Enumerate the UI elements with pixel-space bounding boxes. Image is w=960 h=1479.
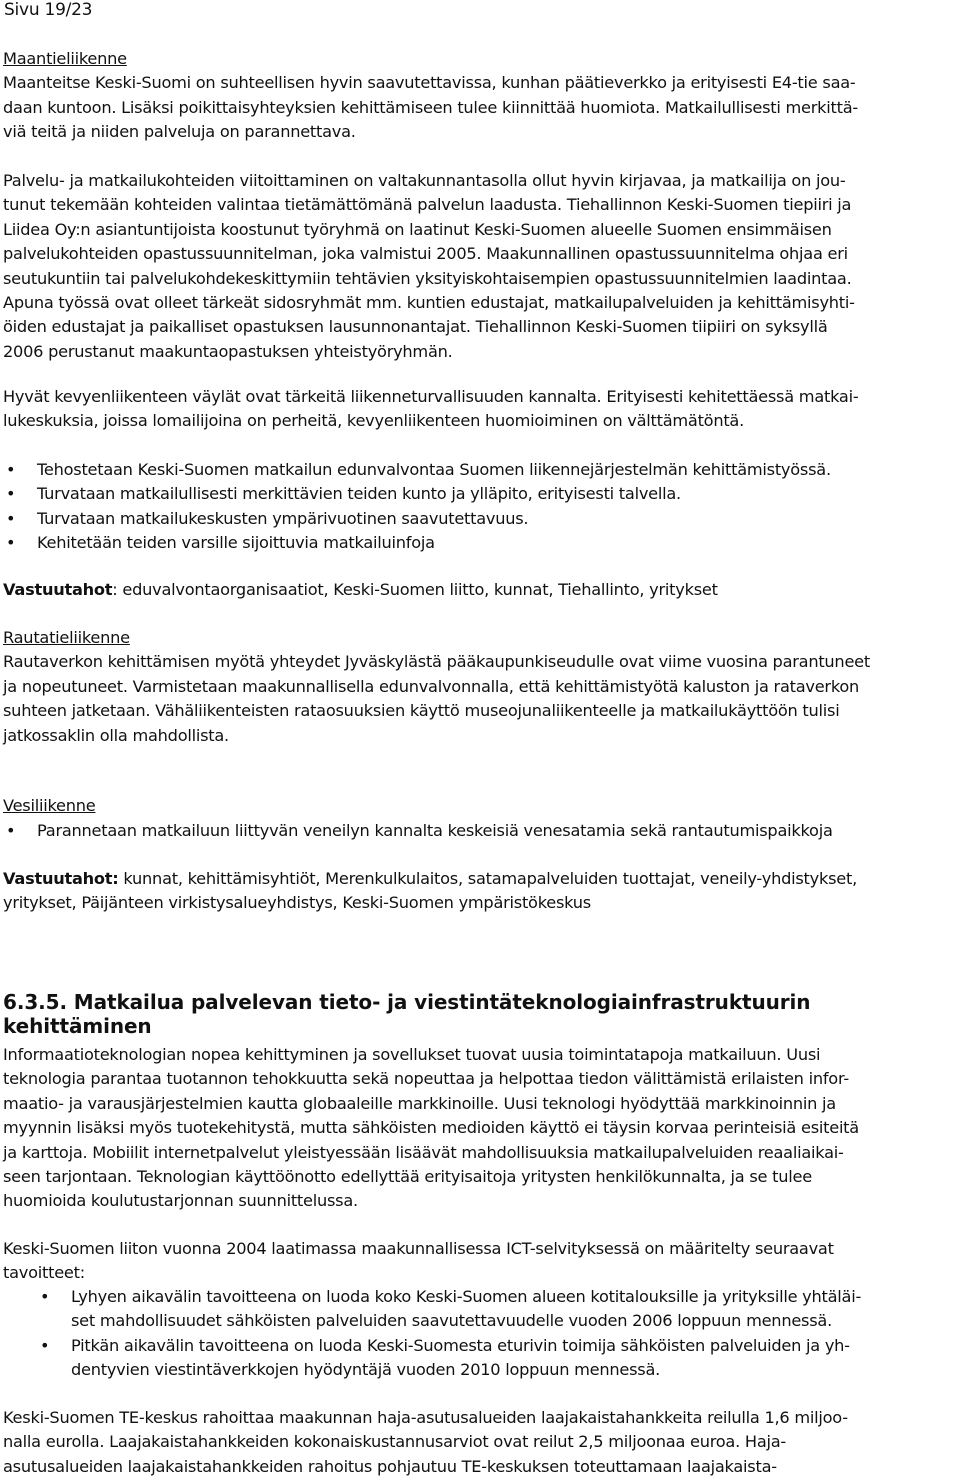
list-item: [37, 1285, 953, 1334]
text-line: ja nopeutuneet. Varmistetaan maakunnallisella edunvalvonnalla, että kehittämistyötä kaluston ja rataverkon: [3, 676, 860, 696]
section-road-traffic: [3, 47, 953, 145]
text-line: öiden edustajat ja paikalliset opastuksen lausunnonantajat. Tiehallinnon Keski-Suomen tiipiiri on syksyllä: [3, 317, 828, 337]
list-item-text: Lyhyen aikavälin tavoitteena on luoda koko Keski-Suomen alueen kotitalouksille ja yrityksille yhtäläi-: [71, 1287, 862, 1306]
bullet-icon: •: [6, 821, 16, 840]
text-line: lukeskuksia, joissa lomailijoina on perheitä, kevyenliikenteen huomioiminen on välttämätöntä.: [3, 411, 744, 431]
section-title-rail: Rautatieliikenne: [3, 628, 130, 647]
section-title-road: Maantieliikenne: [3, 49, 127, 68]
bullet-list-road-actions: [3, 458, 953, 556]
text-line: daan kuntoon. Lisäksi poikittaisyhteyksien kehittämiseen tulee kiinnittää huomiota. Matkailullisesti merkittä-: [3, 97, 858, 117]
list-item-text: Parannetaan matkailuun liittyvän veneilyn kannalta keskeisiä venesatamia sekä rantautumispaikkoja: [37, 821, 833, 840]
list-item-text: Turvataan matkailukeskusten ympärivuotinen saavutettavuus.: [37, 508, 529, 528]
text-line: Keski-Suomen TE-keskus rahoittaa maakunnan haja-asutusalueiden laajakaistahankkeita reilulla 1,6 miljoo-: [3, 1408, 848, 1427]
bullet-icon: •: [6, 508, 16, 528]
responsible-label: Vastuutahot:: [3, 869, 119, 888]
bullet-list-ict-goals: [37, 1285, 953, 1383]
paragraph-light-traffic: [3, 385, 953, 434]
list-item-text: Pitkän aikavälin tavoitteena on luoda Keski-Suomesta eturivin toimija sähköisten palveluiden ja yh-: [71, 1335, 850, 1355]
text-line: Rautaverkon kehittämisen myötä yhteydet Jyväskylästä pääkaupunkiseudulle ovat viime vuosina parantuneet: [3, 652, 870, 672]
responsible-label: Vastuutahot: [3, 580, 113, 599]
responsible-text: : eduvalvontaorganisaatiot, Keski-Suomen liitto, kunnat, Tiehallinto, yritykset: [112, 580, 718, 599]
list-item: [3, 507, 953, 531]
list-item-text: Kehitetään teiden varsille sijoittuvia matkailuinfoja: [37, 533, 435, 553]
list-item-text: set mahdollisuudet sähköisten palveluiden saavutettavuudelle vuoden 2006 loppuun mennessä.: [71, 1311, 832, 1331]
bullet-icon: •: [40, 1287, 50, 1306]
section-water-traffic: [3, 794, 953, 818]
paragraph-broadband-funding: [3, 1406, 953, 1479]
text-line: yritykset, Päijänteen virkistysalueyhdistys, Keski-Suomen ympäristökeskus: [3, 893, 591, 913]
text-line: myynnin lisäksi myös tuotekehitystä, mutta sähköisten medioiden käyttö ei täysin korvaa perinteisiä esiteitä: [3, 1118, 859, 1138]
bullet-icon: •: [6, 484, 16, 504]
section-title-water: Vesiliikenne: [3, 796, 96, 815]
list-item-text: dentyvien viestintäverkkojen hyödyntäjä vuoden 2010 loppuun mennessä.: [71, 1360, 661, 1380]
text-line: Informaatioteknologian nopea kehittyminen ja sovellukset tuovat uusia toimintatapoja matkailuun. Uusi: [3, 1045, 821, 1064]
text-line: asutusalueiden laajakaistahankkeiden rahoitus pohjautuu TE-keskuksen toteuttamaan laajakaista-: [3, 1456, 777, 1476]
list-item: [3, 458, 953, 482]
responsible-parties-road: [3, 578, 953, 602]
page-number: Sivu 19/23: [4, 0, 93, 20]
text-line: jatkossaklin olla mahdollista.: [3, 725, 229, 745]
text-line: tavoitteet:: [3, 1263, 85, 1283]
list-item: [3, 819, 953, 843]
paragraph-ict-survey: [3, 1237, 953, 1286]
paragraph-signage: [3, 169, 953, 364]
responsible-text: kunnat, kehittämisyhtiöt, Merenkulkulaitos, satamapalveluiden tuottajat, veneily-yhdistykset,: [118, 869, 857, 888]
text-line: seen tarjontaan. Teknologian käyttöönotto edellyttää erityisaitoja yritysten henkilökunnalta, ja se tulee: [3, 1167, 812, 1187]
section-heading: 6.3.5. Matkailua palvelevan tieto- ja viestintäteknologiainfrastruktuurin kehittäminen: [3, 990, 811, 1039]
bullet-icon: •: [6, 533, 16, 553]
list-item: [3, 482, 953, 506]
text-line: ja karttoja. Mobiilit internetpalvelut yleistyessään lisäävät mahdollisuuksia matkailupalveluiden reaaliaikai-: [3, 1142, 844, 1162]
text-line: palvelukohteiden opastussuunnitelman, joka valmistui 2005. Maakunnallinen opastussuunnitelma ohjaa eri: [3, 244, 848, 264]
text-line: huomioida koulutustarjonnan suunnittelussa.: [3, 1191, 358, 1211]
text-line: Apuna työssä ovat olleet tärkeät sidosryhmät mm. kuntien edustajat, matkailupalveluiden ja kehittämisyhti-: [3, 293, 855, 313]
paragraph-information-technology: [3, 1043, 953, 1214]
section-rail-traffic: [3, 626, 953, 748]
list-item: [37, 1334, 953, 1383]
bullet-icon: •: [40, 1335, 50, 1355]
text-line: Keski-Suomen liiton vuonna 2004 laatimassa maakunnallisessa ICT-selvityksessä on määritelty seuraavat: [3, 1239, 834, 1258]
text-line: viä teitä ja niiden palveluja on parannettava.: [3, 122, 356, 142]
text-line: tunut tekemään kohteiden valintaa tietämättömänä palvelun laadusta. Tiehallinnon Keski-Suomen tiepiiri ja: [3, 195, 852, 215]
text-line: suhteen jatketaan. Vähäliikenteisten rataosuuksien käyttö museojunaliikenteelle ja matkailukäyttöön tulisi: [3, 701, 840, 721]
text-line: 2006 perustanut maakuntaopastuksen yhteistyöryhmän.: [3, 341, 453, 361]
text-line: Hyvät kevyenliikenteen väylät ovat tärkeitä liikenneturvallisuuden kannalta. Erityisesti kehitettäessä matkai-: [3, 387, 859, 406]
list-item: [3, 531, 953, 555]
text-line: seutukuntiin tai palvelukohdekeskittymiin tehtävien yksityiskohtaisempien opastussuunnitelmien laadintaa.: [3, 268, 852, 288]
text-line: Liidea Oy:n asiantuntijoista koostunut työryhmä on laatinut Keski-Suomen alueelle Suomen ensimmäisen: [3, 219, 832, 239]
text-line: teknologia parantaa tuotannon tehokkuutta sekä nopeuttaa ja helpottaa tiedon välittämistä erilaisten infor-: [3, 1069, 849, 1089]
text-line: maatio- ja varausjärjestelmien kautta globaaleille markkinoille. Uusi teknologi hyödyttää markkinoinnin ja: [3, 1093, 836, 1113]
text-line: Palvelu- ja matkailukohteiden viitoittaminen on valtakunnantasolla ollut hyvin kirjavaa, ja matkailija on jou-: [3, 171, 846, 190]
list-item-text: Tehostetaan Keski-Suomen matkailun edunvalvontaa Suomen liikennejärjestelmän kehittämistyössä.: [37, 460, 831, 479]
text-line: nalla eurolla. Laajakaistahankkeiden kokonaiskustannusarviot ovat reilut 2,5 miljoonaa euroa. Haja-: [3, 1432, 786, 1452]
bullet-icon: •: [6, 460, 16, 479]
paragraph-road: [3, 71, 953, 144]
list-item-text: Turvataan matkailullisesti merkittävien teiden kunto ja ylläpito, erityisesti talvella.: [37, 484, 681, 504]
responsible-parties-water: [3, 867, 953, 916]
text-line: Maanteitse Keski-Suomi on suhteellisen hyvin saavutettavissa, kunhan päätieverkko ja erityisesti E4-tie saa-: [3, 73, 856, 93]
bullet-list-water: [3, 819, 953, 843]
